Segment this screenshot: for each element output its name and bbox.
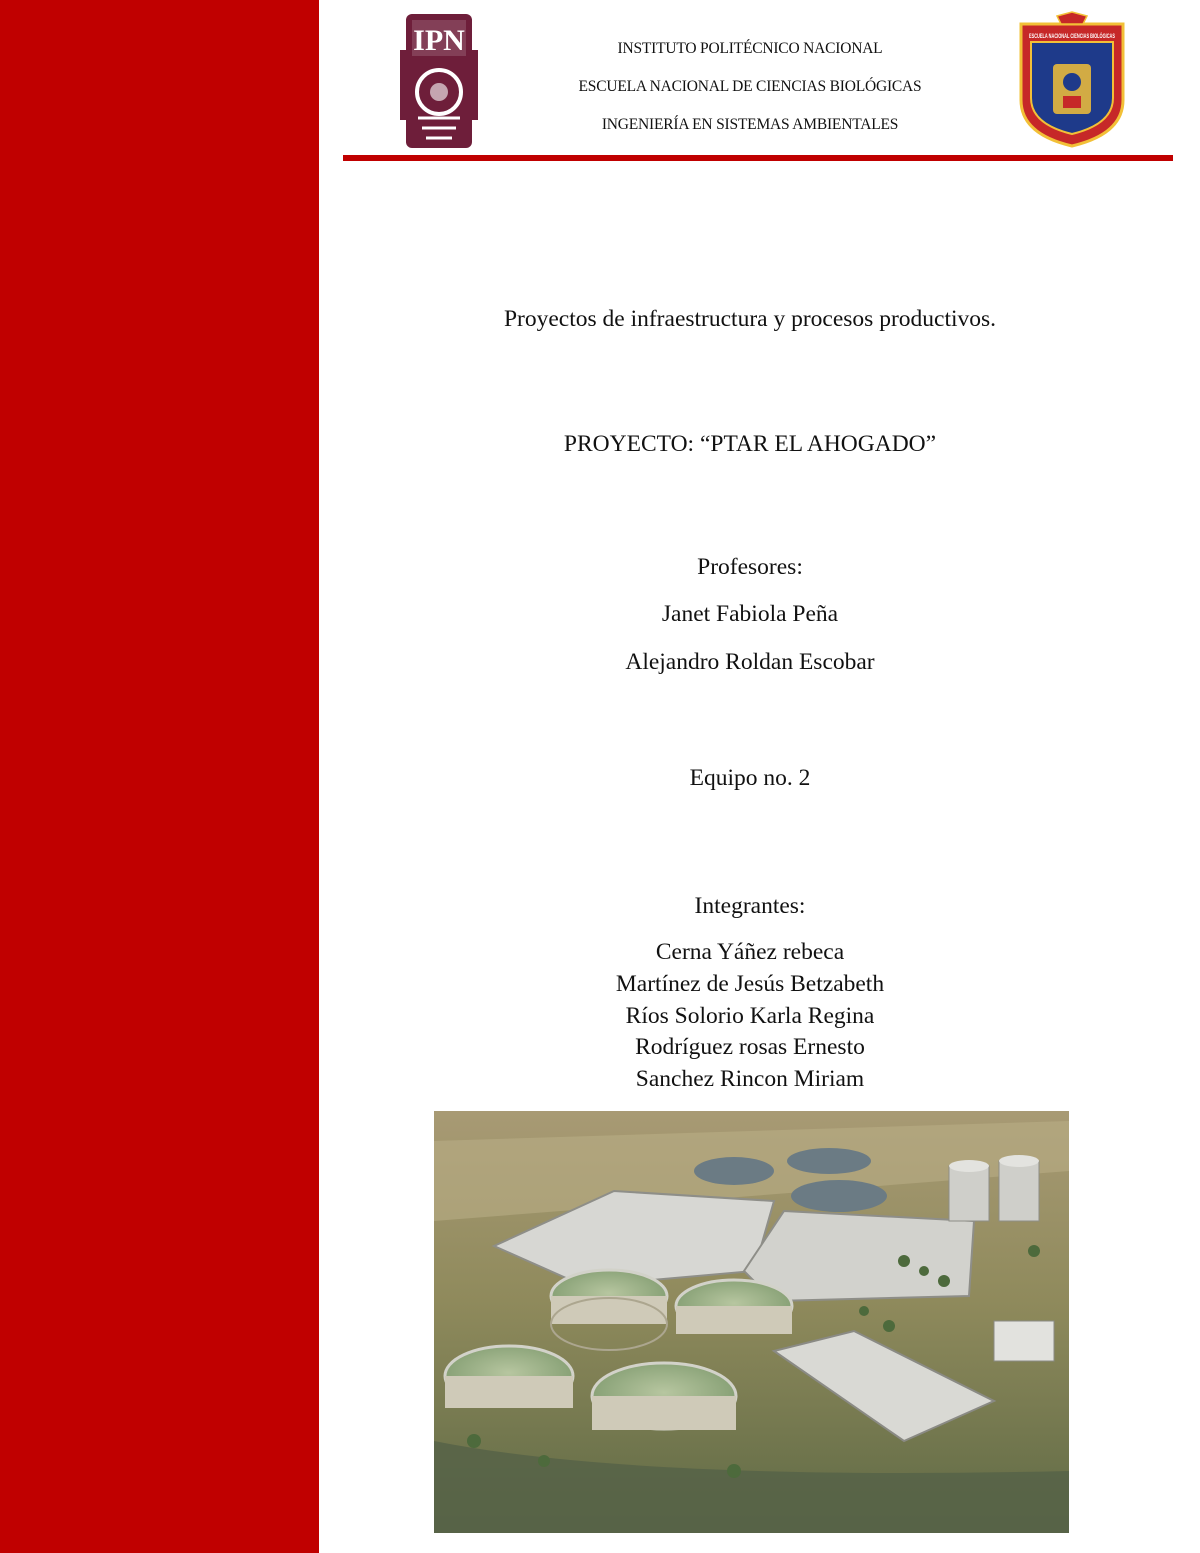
course-title: Proyectos de infraestructura y procesos productivos. [503, 306, 997, 332]
member-name: Ríos Solorio Karla Regina [625, 1002, 875, 1029]
encb-logo-text: ESCUELA NACIONAL CIENCIAS BIOLÓGICAS [1029, 33, 1172, 40]
project-title: PROYECTO: “PTAR EL AHOGADO” [563, 431, 937, 457]
teacher-name: Alejandro Roldan Escobar [625, 649, 875, 675]
ipn-logo [398, 10, 480, 152]
member-name: Sanchez Rincon Miriam [635, 1066, 865, 1093]
ipn-logo-text: IPN [413, 24, 465, 57]
member-name: Rodríguez rosas Ernesto [635, 1034, 865, 1061]
encb-logo [1013, 12, 1172, 148]
header-divider [343, 155, 1173, 161]
team-number: Equipo no. 2 [689, 765, 811, 791]
school-name: ESCUELA NACIONAL DE CIENCIAS BIOLÓGICAS [578, 78, 922, 95]
member-name: Martínez de Jesús Betzabeth [615, 970, 885, 997]
member-name: Cerna Yáñez rebeca [655, 939, 845, 965]
teacher-name: Janet Fabiola Peña [661, 601, 839, 627]
institution-header [500, 38, 1000, 152]
teachers-label: Profesores: [697, 554, 803, 580]
members-list [500, 937, 1000, 1096]
red-sidebar [0, 0, 319, 1553]
members-label: Integrantes: [694, 893, 806, 919]
institution-name: INSTITUTO POLITÉCNICO NACIONAL [617, 40, 883, 57]
treatment-plant-photo [434, 1111, 1069, 1533]
program-name: INGENIERÍA EN SISTEMAS AMBIENTALES [601, 116, 899, 133]
